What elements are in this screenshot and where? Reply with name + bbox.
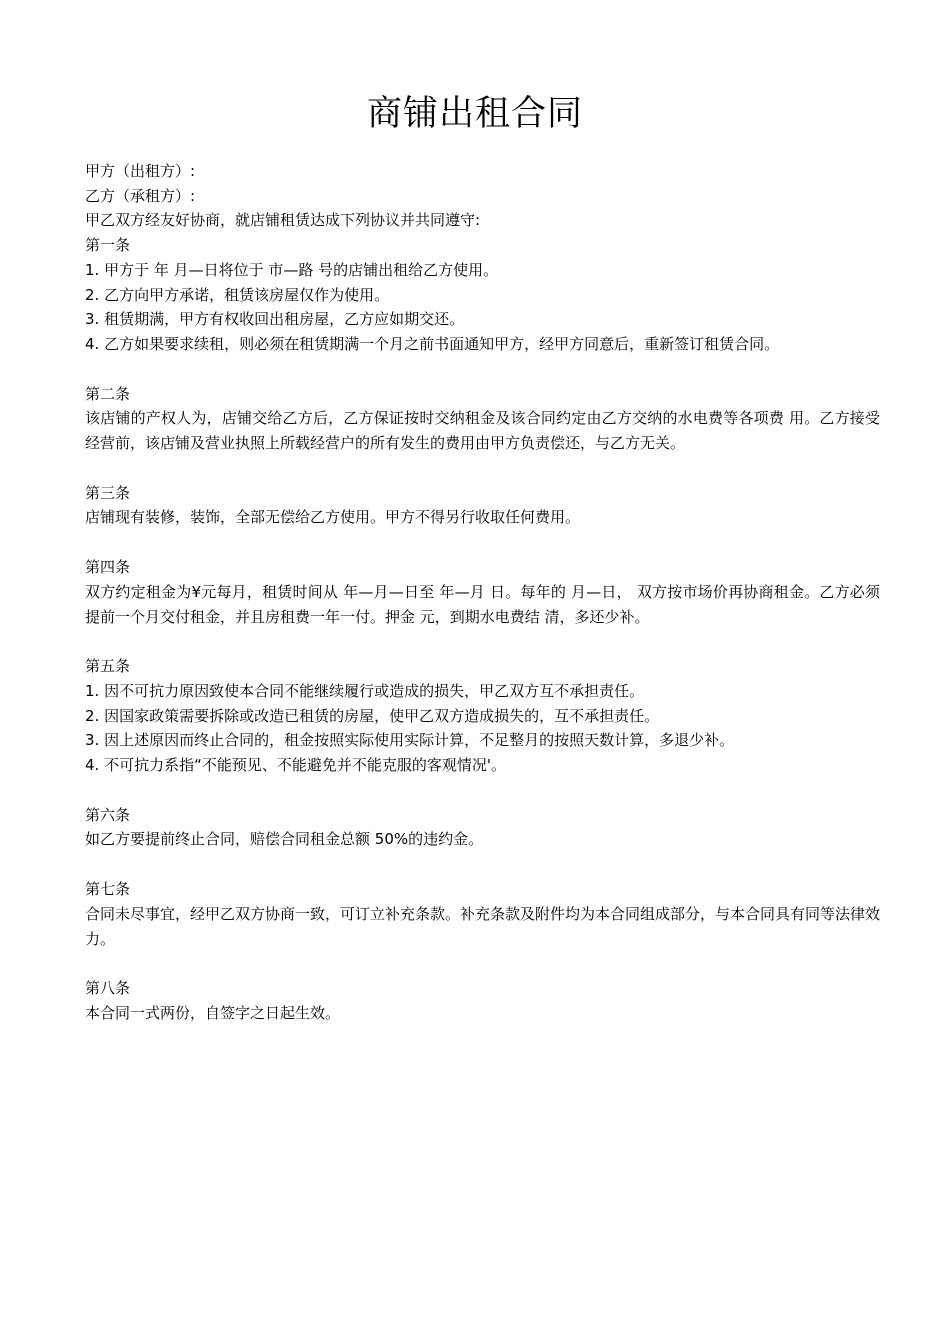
article-heading: 第一条 xyxy=(85,236,131,255)
article-clause: 2. 乙方向甲方承诺，租赁该房屋仅作为使用。 xyxy=(85,285,390,304)
article-paragraph: 如乙方要提前终止合同，赔偿合同租金总额 50%的违约金。 xyxy=(85,830,484,849)
article-paragraph: 该店铺的产权人为，店铺交给乙方后，乙方保证按时交纳租金及该合同约定由乙方交纳的水电费等各项费 用。乙方接受经营前，该店铺及营业执照上所载经营户的所有发生的费用由甲方负责偿还，与乙方无关。 xyxy=(85,409,880,453)
article-4 xyxy=(85,555,880,629)
section-spacer xyxy=(85,852,880,877)
article-5 xyxy=(85,654,880,778)
article-7 xyxy=(85,877,880,951)
article-clause: 2. 因国家政策需要拆除或改造已租赁的房屋，使甲乙双方造成损失的，互不承担责任。 xyxy=(85,706,660,725)
article-heading: 第四条 xyxy=(85,558,131,577)
article-paragraph: 合同未尽事宜，经甲乙双方协商一致，可订立补充条款。补充条款及附件均为本合同组成部分，与本合同具有同等法律效力。 xyxy=(85,904,881,948)
article-heading: 第七条 xyxy=(85,880,131,899)
article-heading: 第五条 xyxy=(85,657,131,676)
section-spacer xyxy=(85,778,880,803)
article-6 xyxy=(85,803,880,852)
article-paragraph: 双方约定租金为¥元每月，租赁时间从 年—月—日至 年—月 日。每年的 月—日， 双方按市场价再协商租金。乙方必须提前一个月交付租金，并且房租费一年一付。押金 元，到期水电费结 清，多还少补。 xyxy=(85,582,880,626)
article-clause: 1. 因不可抗力原因致使本合同不能继续履行或造成的损失，甲乙双方互不承担责任。 xyxy=(85,681,645,700)
preamble: 甲乙双方经友好协商，就店铺租赁达成下列协议并共同遵守: xyxy=(85,211,481,230)
document-body xyxy=(85,159,880,1026)
article-1 xyxy=(85,233,880,357)
article-clause: 3. 因上述原因而终止合同的，租金按照实际使用实际计算，不足整月的按照天数计算，多退少补。 xyxy=(85,731,735,750)
section-spacer xyxy=(85,951,880,976)
article-3 xyxy=(85,481,880,530)
document-title: 商铺出租合同 xyxy=(366,94,583,134)
article-clause: 4. 乙方如果要求续租，则必须在租赁期满一个月之前书面通知甲方，经甲方同意后，重新签订租赁合同。 xyxy=(85,334,780,353)
article-paragraph: 本合同一式两份，自签字之日起生效。 xyxy=(85,1003,341,1022)
article-2 xyxy=(85,382,880,456)
article-8 xyxy=(85,976,880,1025)
section-spacer xyxy=(85,357,880,382)
article-paragraph: 店铺现有装修，装饰，全部无偿给乙方使用。甲方不得另行收取任何费用。 xyxy=(85,508,581,527)
party-b-line: 乙方（承租方）: xyxy=(85,186,196,205)
article-heading: 第八条 xyxy=(85,979,131,998)
party-a-line: 甲方（出租方）: xyxy=(85,162,196,180)
article-clause: 4. 不可抗力系指“不能预见、不能避免并不能克服的客观情况'。 xyxy=(85,756,506,775)
section-spacer xyxy=(85,530,880,555)
section-spacer xyxy=(85,456,880,481)
article-heading: 第六条 xyxy=(85,805,131,824)
article-heading: 第三条 xyxy=(85,483,131,502)
article-clause: 3. 租赁期满，甲方有权收回出租房屋，乙方应如期交还。 xyxy=(85,310,465,329)
article-heading: 第二条 xyxy=(85,384,131,403)
section-spacer xyxy=(85,629,880,654)
article-clause: 1. 甲方于 年 月—日将位于 市—路 号的店铺出租给乙方使用。 xyxy=(85,260,499,279)
